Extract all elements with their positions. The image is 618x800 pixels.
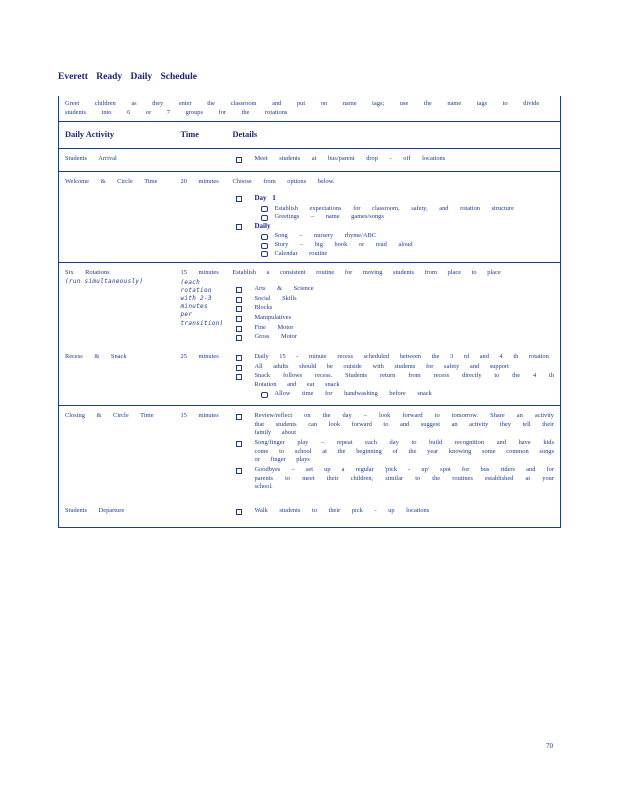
row-recess bbox=[59, 347, 561, 406]
recess-details bbox=[227, 347, 561, 406]
list-item: Social Skills bbox=[233, 295, 555, 304]
list-item: Review/reflect on the day – look forward to tomorrow. Share an activity that students can look forward to and suggest an activity they tell their family about bbox=[233, 412, 555, 438]
list-item: Gross Motor bbox=[233, 333, 555, 342]
rotations-time-value: 15 minutes bbox=[180, 269, 219, 277]
intro-row bbox=[59, 96, 561, 122]
document-title: Everett Ready Daily Schedule bbox=[58, 72, 197, 82]
list-item: All adults should be outside with students for safety and support bbox=[233, 363, 555, 372]
list-item: Daily 15 - minute recess scheduled between the 3 rd and 4 th rotation bbox=[233, 353, 555, 362]
day1-item bbox=[233, 194, 555, 204]
list-item: Snack follows recess. Students return from recess directly to the 4 th Rotation and eat snack bbox=[233, 372, 555, 389]
row-rotations bbox=[59, 263, 561, 347]
welcome-lead: Choose from options below. bbox=[232, 178, 335, 186]
row-closing bbox=[59, 406, 561, 499]
recess-activity: Recess & Snack bbox=[59, 347, 175, 406]
list-item: Song – nursery rhyme/ABC bbox=[261, 232, 555, 241]
rotations-note: (run simultaneously) bbox=[65, 278, 144, 286]
rotations-lead: Establish a consistent routine for moving students from place to place bbox=[232, 269, 501, 277]
row-welcome bbox=[59, 172, 561, 263]
rotations-activity bbox=[59, 263, 175, 347]
list-item: Blocks bbox=[233, 304, 555, 313]
header-details: Details bbox=[227, 122, 561, 148]
welcome-activity: Welcome & Circle Time bbox=[59, 172, 175, 263]
schedule-table bbox=[58, 96, 561, 528]
rotations-details bbox=[227, 263, 561, 347]
header-time: Time bbox=[175, 122, 227, 148]
welcome-time: 20 minutes bbox=[175, 172, 227, 263]
list-item: Meet students at bus/parent drop - off locations bbox=[233, 155, 555, 164]
rotations-label: Six Rotations bbox=[65, 269, 110, 277]
list-item: Allow time for handwashing before snack bbox=[261, 390, 555, 399]
closing-activity: Closing & Circle Time bbox=[59, 406, 175, 499]
arrival-details bbox=[227, 148, 561, 172]
list-item: Greetings – name games/songs bbox=[261, 213, 555, 222]
row-arrival bbox=[59, 148, 561, 172]
list-item: Calendar routine bbox=[261, 250, 555, 259]
list-item: Goodbyes – set up a regular 'pick - up' spot for bus riders and for parents to meet their children, similar to the routines established at your school. bbox=[233, 466, 555, 492]
header-activity: Daily Activity bbox=[59, 122, 175, 148]
list-item: Story – big book or read aloud bbox=[261, 241, 555, 250]
departure-time bbox=[175, 499, 227, 528]
list-item: Arts & Science bbox=[233, 285, 555, 294]
daily-label: Daily bbox=[254, 221, 271, 230]
page-number: 70 bbox=[546, 742, 553, 750]
recess-time: 25 minutes bbox=[180, 352, 219, 360]
departure-activity: Students Departure bbox=[59, 499, 175, 528]
arrival-activity: Students Arrival bbox=[59, 148, 175, 172]
rotations-time-note: (each rotation with 2-3 minutes per transition) bbox=[180, 279, 224, 327]
header-row bbox=[59, 122, 561, 148]
daily-item bbox=[233, 222, 555, 232]
list-item: Walk students to their pick - up locations bbox=[233, 507, 555, 516]
closing-time: 15 minutes bbox=[175, 406, 227, 499]
list-item: Fine Motor bbox=[233, 324, 555, 333]
intro-text: Greet children as they enter the classroom and put on name tags; use the name tags to divide students into 6 or 7 groups for the rotations bbox=[59, 96, 561, 122]
list-item: Manipulatives bbox=[233, 314, 555, 323]
rotations-time bbox=[175, 263, 227, 347]
day1-label: Day 1 bbox=[254, 193, 276, 202]
list-item: Song/finger play – repeat each day to build recognition and have kids come to school at the beginning of the year knowing some common songs or finger plays bbox=[233, 439, 555, 465]
closing-details bbox=[227, 406, 561, 499]
row-departure bbox=[59, 499, 561, 528]
departure-details bbox=[227, 499, 561, 528]
list-item: Establish expectations for classroom, safety, and rotation structure bbox=[261, 205, 555, 214]
arrival-time bbox=[175, 148, 227, 172]
welcome-details bbox=[227, 172, 561, 263]
